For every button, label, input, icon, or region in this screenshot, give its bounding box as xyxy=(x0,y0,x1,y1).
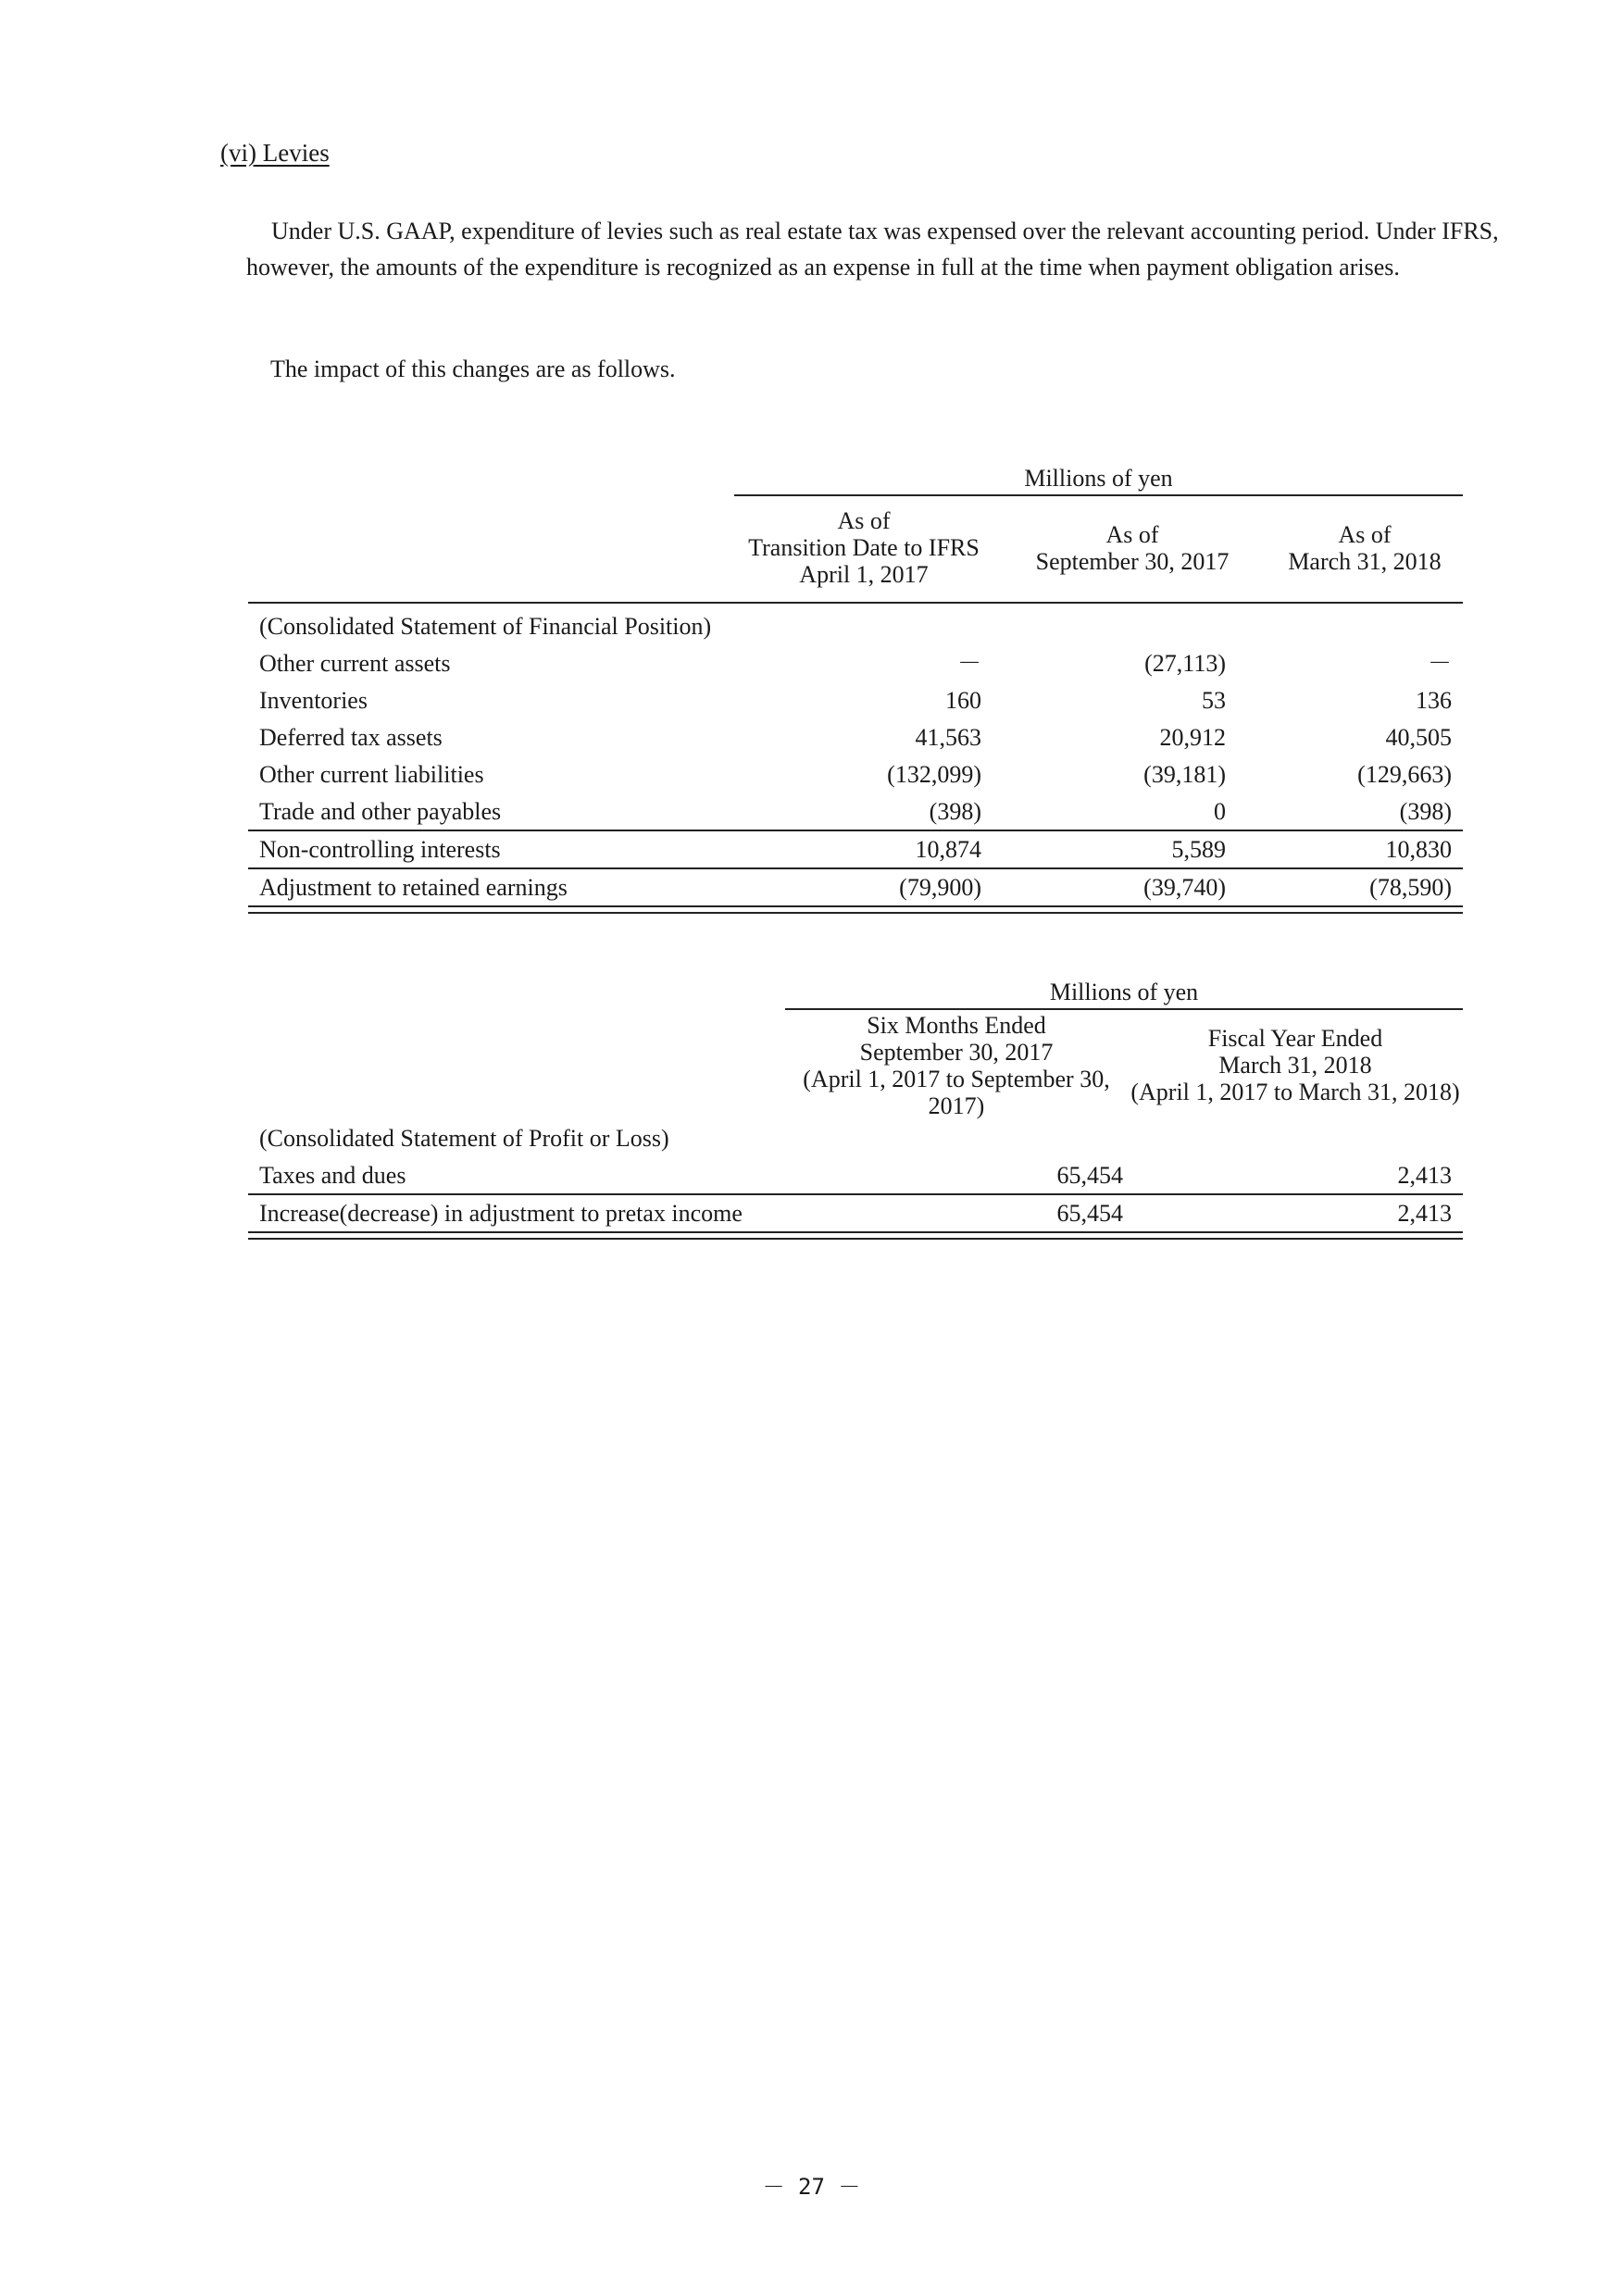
table-row xyxy=(248,682,1463,719)
header-line: As of xyxy=(837,507,891,534)
table-row xyxy=(248,1157,1463,1194)
row-label: Trade and other payables xyxy=(259,798,502,825)
unit-label: Millions of yen xyxy=(734,463,1463,496)
row-label: Non-controlling interests xyxy=(259,836,501,863)
header-line: As of xyxy=(1105,521,1159,548)
cell-value: (132,099) xyxy=(887,761,981,788)
cell-value: (398) xyxy=(1399,798,1452,825)
cell-value: 2,413 xyxy=(1397,1200,1452,1227)
cell-value: 53 xyxy=(1202,687,1226,714)
table-row xyxy=(248,645,1463,682)
impact-sentence: The impact of this changes are as follows. xyxy=(270,356,676,382)
header-line: April 1, 2017 xyxy=(799,561,929,588)
cell-value: 2,413 xyxy=(1397,1162,1452,1189)
cell-value: 160 xyxy=(945,687,981,714)
row-label: Adjustment to retained earnings xyxy=(259,874,568,901)
row-label: Deferred tax assets xyxy=(259,724,443,751)
row-label: Other current liabilities xyxy=(259,761,484,788)
header-line: September 30, 2017 xyxy=(1035,548,1230,575)
cell-value: 41,563 xyxy=(915,724,981,751)
table-row xyxy=(248,831,1463,868)
table-row-total xyxy=(248,869,1463,906)
total-double-rule xyxy=(248,905,1463,914)
column-header-sep-2017 xyxy=(1007,521,1257,575)
header-line: (April 1, 2017 to March 31, 2018) xyxy=(1130,1079,1460,1105)
table-row xyxy=(248,793,1463,830)
cell-value: 10,830 xyxy=(1385,836,1452,863)
row-label: Other current assets xyxy=(259,650,451,677)
cell-value: 0 xyxy=(1214,798,1226,825)
column-header-mar-2018 xyxy=(1267,521,1463,575)
table-row xyxy=(248,719,1463,756)
header-line: As of xyxy=(1338,521,1392,548)
header-line: Transition Date to IFRS xyxy=(748,534,980,561)
row-label: Taxes and dues xyxy=(259,1162,406,1189)
cell-value: 40,505 xyxy=(1385,724,1452,751)
cell-value: － xyxy=(1427,650,1452,677)
cell-value: 20,912 xyxy=(1159,724,1226,751)
row-label: Increase(decrease) in adjustment to pretax income xyxy=(259,1200,743,1227)
cell-value: (398) xyxy=(929,798,981,825)
cell-value: 65,454 xyxy=(1056,1162,1123,1189)
section-heading: (vi) Levies xyxy=(220,139,330,167)
cell-value: 65,454 xyxy=(1056,1200,1123,1227)
page-number: － 27 － xyxy=(762,2174,861,2200)
total-double-rule xyxy=(248,1231,1463,1240)
section-label: (Consolidated Statement of Profit or Loss) xyxy=(259,1125,669,1152)
column-header-fiscal-year xyxy=(1128,1025,1463,1105)
unit-label: Millions of yen xyxy=(785,977,1463,1010)
header-rule xyxy=(248,602,1463,604)
section-label: (Consolidated Statement of Financial Position) xyxy=(259,613,712,640)
cell-value: 10,874 xyxy=(915,836,981,863)
header-line: 2017) xyxy=(928,1092,985,1119)
cell-value: 5,589 xyxy=(1171,836,1226,863)
column-header-six-months xyxy=(785,1012,1128,1119)
cell-value: 136 xyxy=(1416,687,1452,714)
cell-value: (39,740) xyxy=(1143,874,1226,901)
header-line: September 30, 2017 xyxy=(859,1039,1054,1066)
table-row xyxy=(248,756,1463,793)
row-label: Inventories xyxy=(259,687,368,714)
cell-value: (39,181) xyxy=(1143,761,1226,788)
cell-value: (129,663) xyxy=(1357,761,1452,788)
header-line: Six Months Ended xyxy=(867,1012,1046,1039)
cell-value: － xyxy=(956,650,981,677)
header-line: March 31, 2018 xyxy=(1218,1052,1372,1079)
header-line: (April 1, 2017 to September 30, xyxy=(803,1066,1110,1092)
table-row-total xyxy=(248,1195,1463,1232)
cell-value: (78,590) xyxy=(1369,874,1452,901)
header-line: March 31, 2018 xyxy=(1288,548,1442,575)
column-header-transition-date xyxy=(734,507,993,588)
header-line: Fiscal Year Ended xyxy=(1207,1025,1383,1052)
cell-value: (79,900) xyxy=(899,874,981,901)
cell-value: (27,113) xyxy=(1144,650,1226,677)
intro-paragraph: Under U.S. GAAP, expenditure of levies such as real estate tax was expensed over the relevant accounting period. Under IFRS, however, the amounts of the expenditure is recognized as an expense in full at the time when payment obligation arises. xyxy=(246,218,1499,281)
